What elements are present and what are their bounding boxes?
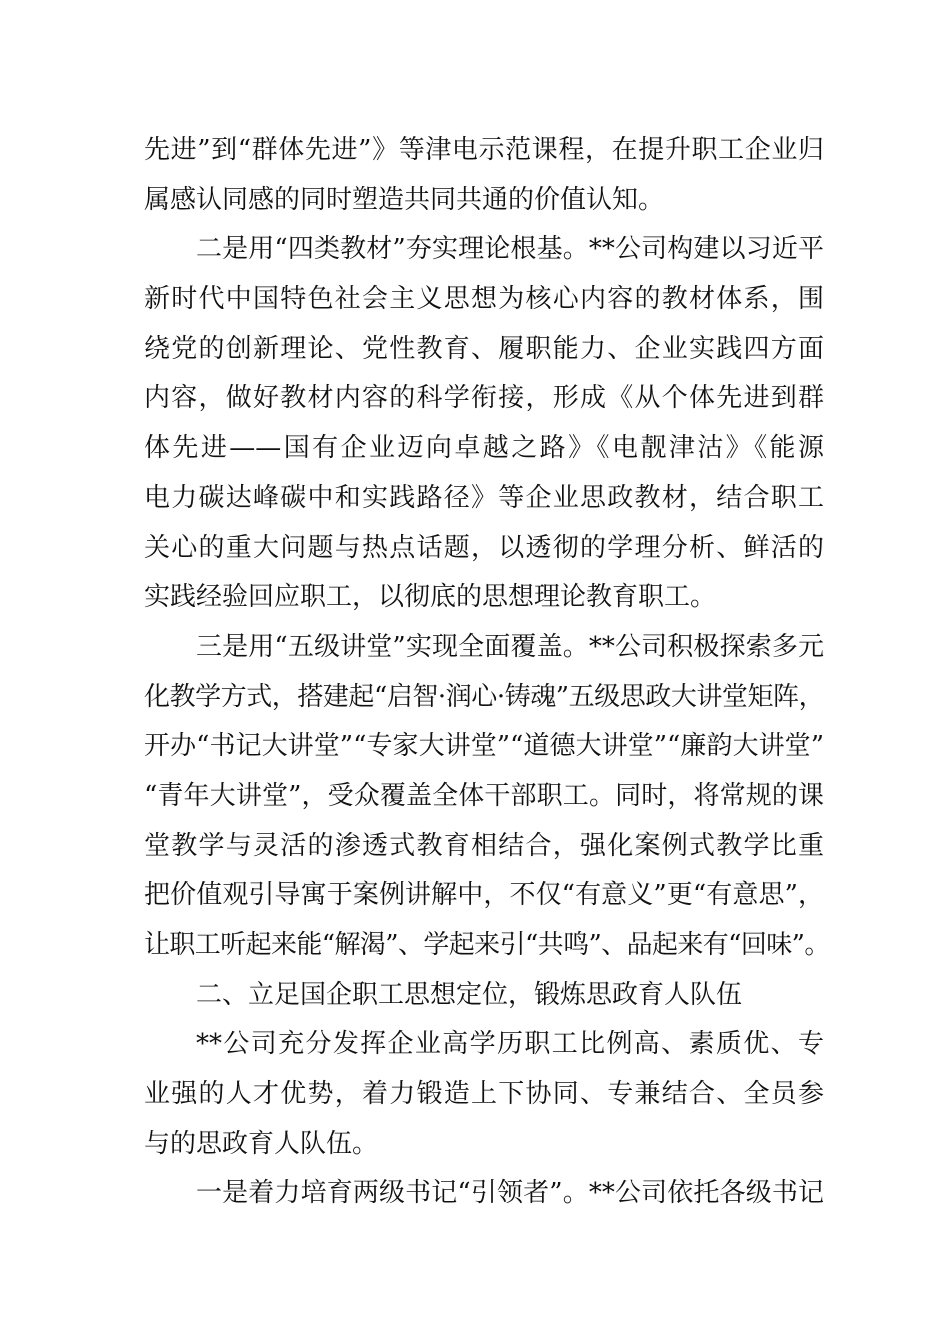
paragraph-start-line: 一是着力培育两级书记“引领者”。**公司依托各级书记: [196, 1178, 824, 1209]
text-line: 与的思政育人队伍。: [144, 1128, 379, 1159]
section-heading: 二、立足国企职工思想定位，锻炼思政育人队伍: [196, 979, 743, 1010]
text-line: 实践经验回应职工，以彻底的思想理论教育职工。: [144, 582, 717, 613]
text-line: 把价值观引导寓于案例讲解中，不仅“有意义”更“有意思”，: [144, 880, 824, 911]
text-line: 内容，做好教材内容的科学衔接，形成《从个体先进到群: [144, 383, 824, 414]
text-line: 开办“书记大讲堂”“专家大讲堂”“道德大讲堂”“廉韵大讲堂”: [144, 731, 824, 762]
text-line: 体先进——国有企业迈向卓越之路》《电靓津沽》《能源: [144, 433, 824, 464]
text-line: 堂教学与灵活的渗透式教育相结合，强化案例式教学比重: [144, 830, 824, 861]
paragraph-start-line: 三是用“五级讲堂”实现全面覆盖。**公司积极探索多元: [196, 631, 824, 662]
text-line: 业强的人才优势，着力锻造上下协同、专兼结合、全员参: [144, 1079, 824, 1110]
text-line: 属感认同感的同时塑造共同共通的价值认知。: [144, 184, 665, 215]
text-line: 先进”到“群体先进”》等津电示范课程，在提升职工企业归: [144, 135, 824, 165]
text-line: 让职工听起来能“解渴”、学起来引“共鸣”、品起来有“回味”。: [144, 930, 830, 960]
text-line: 化教学方式，搭建起“启智·润心·铸魂”五级思政大讲堂矩阵，: [144, 681, 824, 712]
text-line: 电力碳达峰碳中和实践路径》等企业思政教材，结合职工: [144, 482, 824, 513]
paragraph-start-line: 二是用“四类教材”夯实理论根基。**公司构建以习近平: [196, 234, 824, 265]
text-line: “青年大讲堂”，受众覆盖全体干部职工。同时，将常规的课: [144, 780, 824, 811]
text-line: 新时代中国特色社会主义思想为核心内容的教材体系，围: [144, 284, 824, 315]
text-line: 绕党的创新理论、党性教育、履职能力、企业实践四方面: [144, 333, 824, 364]
document-body: [144, 126, 830, 1219]
paragraph-start-line: **公司充分发挥企业高学历职工比例高、素质优、专: [196, 1029, 824, 1060]
text-line: 关心的重大问题与热点话题，以透彻的学理分析、鲜活的: [144, 532, 824, 563]
